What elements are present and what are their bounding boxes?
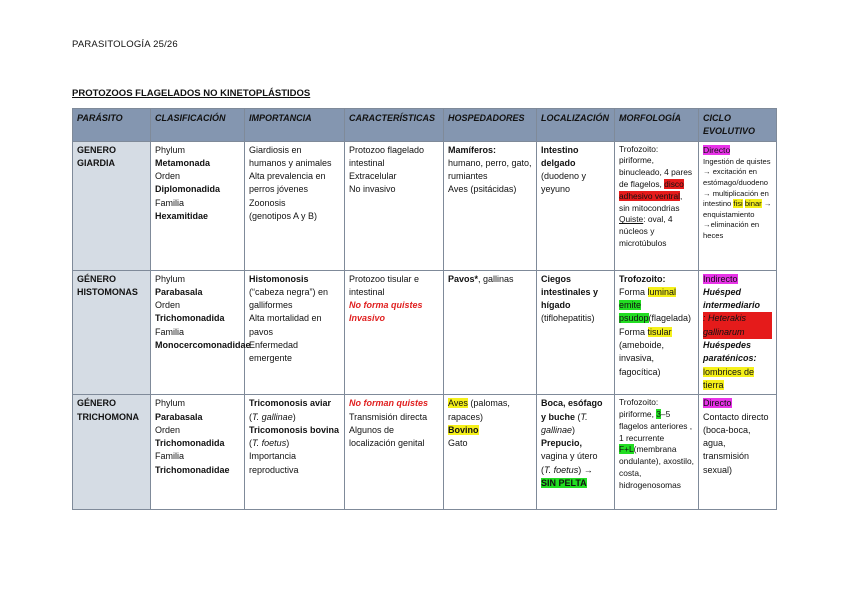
parasite-name: TRICHOMONA xyxy=(77,411,139,422)
header-characteristics: CARACTERÍSTICAS xyxy=(345,109,444,142)
course-header: PARASITOLOGÍA 25/26 xyxy=(72,39,178,50)
importance-cell: Tricomonosis aviar (T. gallinae) Tricomonosis bovina (T. foetus) Importancia reproductiva xyxy=(245,395,345,510)
characteristics-cell: No forman quistes Transmisión directa Algunos de localización genital xyxy=(345,395,444,510)
parasite-cell xyxy=(73,141,151,270)
table-row-histomonas xyxy=(73,270,777,395)
importance-cell: Giardiosis en humanos y animales Alta prevalencia en perros jóvenes Zoonosis (genotipos A y B) xyxy=(245,141,345,270)
header-hosts: HOSPEDADORES xyxy=(444,109,537,142)
header-location: LOCALIZACIÓN xyxy=(537,109,615,142)
morphology-cell: Trofozoito: piriforme, binucleado, 4 pares de flagelos, disco adhesivo ventral, sin mitocondrias Quiste: oval, 4 núcleos y microtúbulos xyxy=(615,141,699,270)
header-parasite: PARÁSITO xyxy=(73,109,151,142)
parasite-table xyxy=(72,108,777,510)
hosts-cell: Mamíferos: humano, perro, gato, rumiantes Aves (psitácidas) xyxy=(444,141,537,270)
classification-cell: Phylum Metamonada Orden Diplomonadida Familia Hexamitidae xyxy=(151,141,245,270)
importance-cell: Histomonosis (“cabeza negra”) en galliformes Alta mortalidad en pavos Enfermedad emergente xyxy=(245,270,345,395)
hosts-cell: Aves (palomas, rapaces) Bovino Gato xyxy=(444,395,537,510)
parasite-name: GÉNERO xyxy=(77,273,117,284)
header-importance: IMPORTANCIA xyxy=(245,109,345,142)
table-row-giardia xyxy=(73,141,777,270)
cycle-type: Directo xyxy=(703,398,732,409)
parasite-name: HISTOMONAS xyxy=(77,286,138,297)
document-title: PROTOZOOS FLAGELADOS NO KINETOPLÁSTIDOS xyxy=(72,88,311,99)
characteristics-cell: Protozoo tisular e intestinal No forma quistes Invasivo xyxy=(345,270,444,395)
cycle-type: Directo xyxy=(703,144,731,155)
classification-cell: Phylum Parabasala Orden Trichomonadida Familia Trichomonadidae xyxy=(151,395,245,510)
header-cycle: CICLO EVOLUTIVO xyxy=(699,109,777,142)
header-morphology: MORFOLOGÍA xyxy=(615,109,699,142)
cycle-type: Indirecto xyxy=(703,273,738,284)
table-header-row xyxy=(73,109,777,142)
header-classification: CLASIFICACIÓN xyxy=(151,109,245,142)
location-cell: Boca, esófago y buche (T. gallinae) Prepucio, vagina y útero (T. foetus) → SIN PELTA xyxy=(537,395,615,510)
parasite-name: GENERO xyxy=(77,144,117,155)
parasite-cell xyxy=(73,395,151,510)
cycle-cell: Indirecto Huésped intermediario : Heterakis gallinarum Huéspedes paraténicos: lombrices de tierra xyxy=(699,270,777,395)
parasite-name: GÉNERO xyxy=(77,398,117,409)
characteristics-cell: Protozoo flagelado intestinal Extracelular No invasivo xyxy=(345,141,444,270)
table-row-trichomona xyxy=(73,395,777,510)
parasite-cell xyxy=(73,270,151,395)
morphology-cell: Trofozoito: piriforme, 3–5 flagelos anteriores , 1 recurrente F+L(membrana ondulante), axostilo, costa, hidrogenosomas xyxy=(615,395,699,510)
cycle-cell: Directo Contacto directo (boca-boca, agua, transmisión sexual) xyxy=(699,395,777,510)
location-cell: Ciegos intestinales y hígado (tiflohepatitis) xyxy=(537,270,615,395)
classification-cell: Phylum Parabasala Orden Trichomonadida Familia Monocercomonadidae xyxy=(151,270,245,395)
morphology-cell: Trofozoito: Forma luminal emite psudop(flagelada) Forma tisular (ameboide, invasiva, fagocítica) xyxy=(615,270,699,395)
cycle-cell: Directo Ingestión de quistes → excitación en estómago/duodeno → multiplicación en intestino fisi binar → enquistamiento →eliminación en heces xyxy=(699,141,777,270)
hosts-cell: Pavos*, gallinas xyxy=(444,270,537,395)
location-cell: Intestino delgado (duodeno y yeyuno xyxy=(537,141,615,270)
parasite-name: GIARDIA xyxy=(77,157,115,168)
